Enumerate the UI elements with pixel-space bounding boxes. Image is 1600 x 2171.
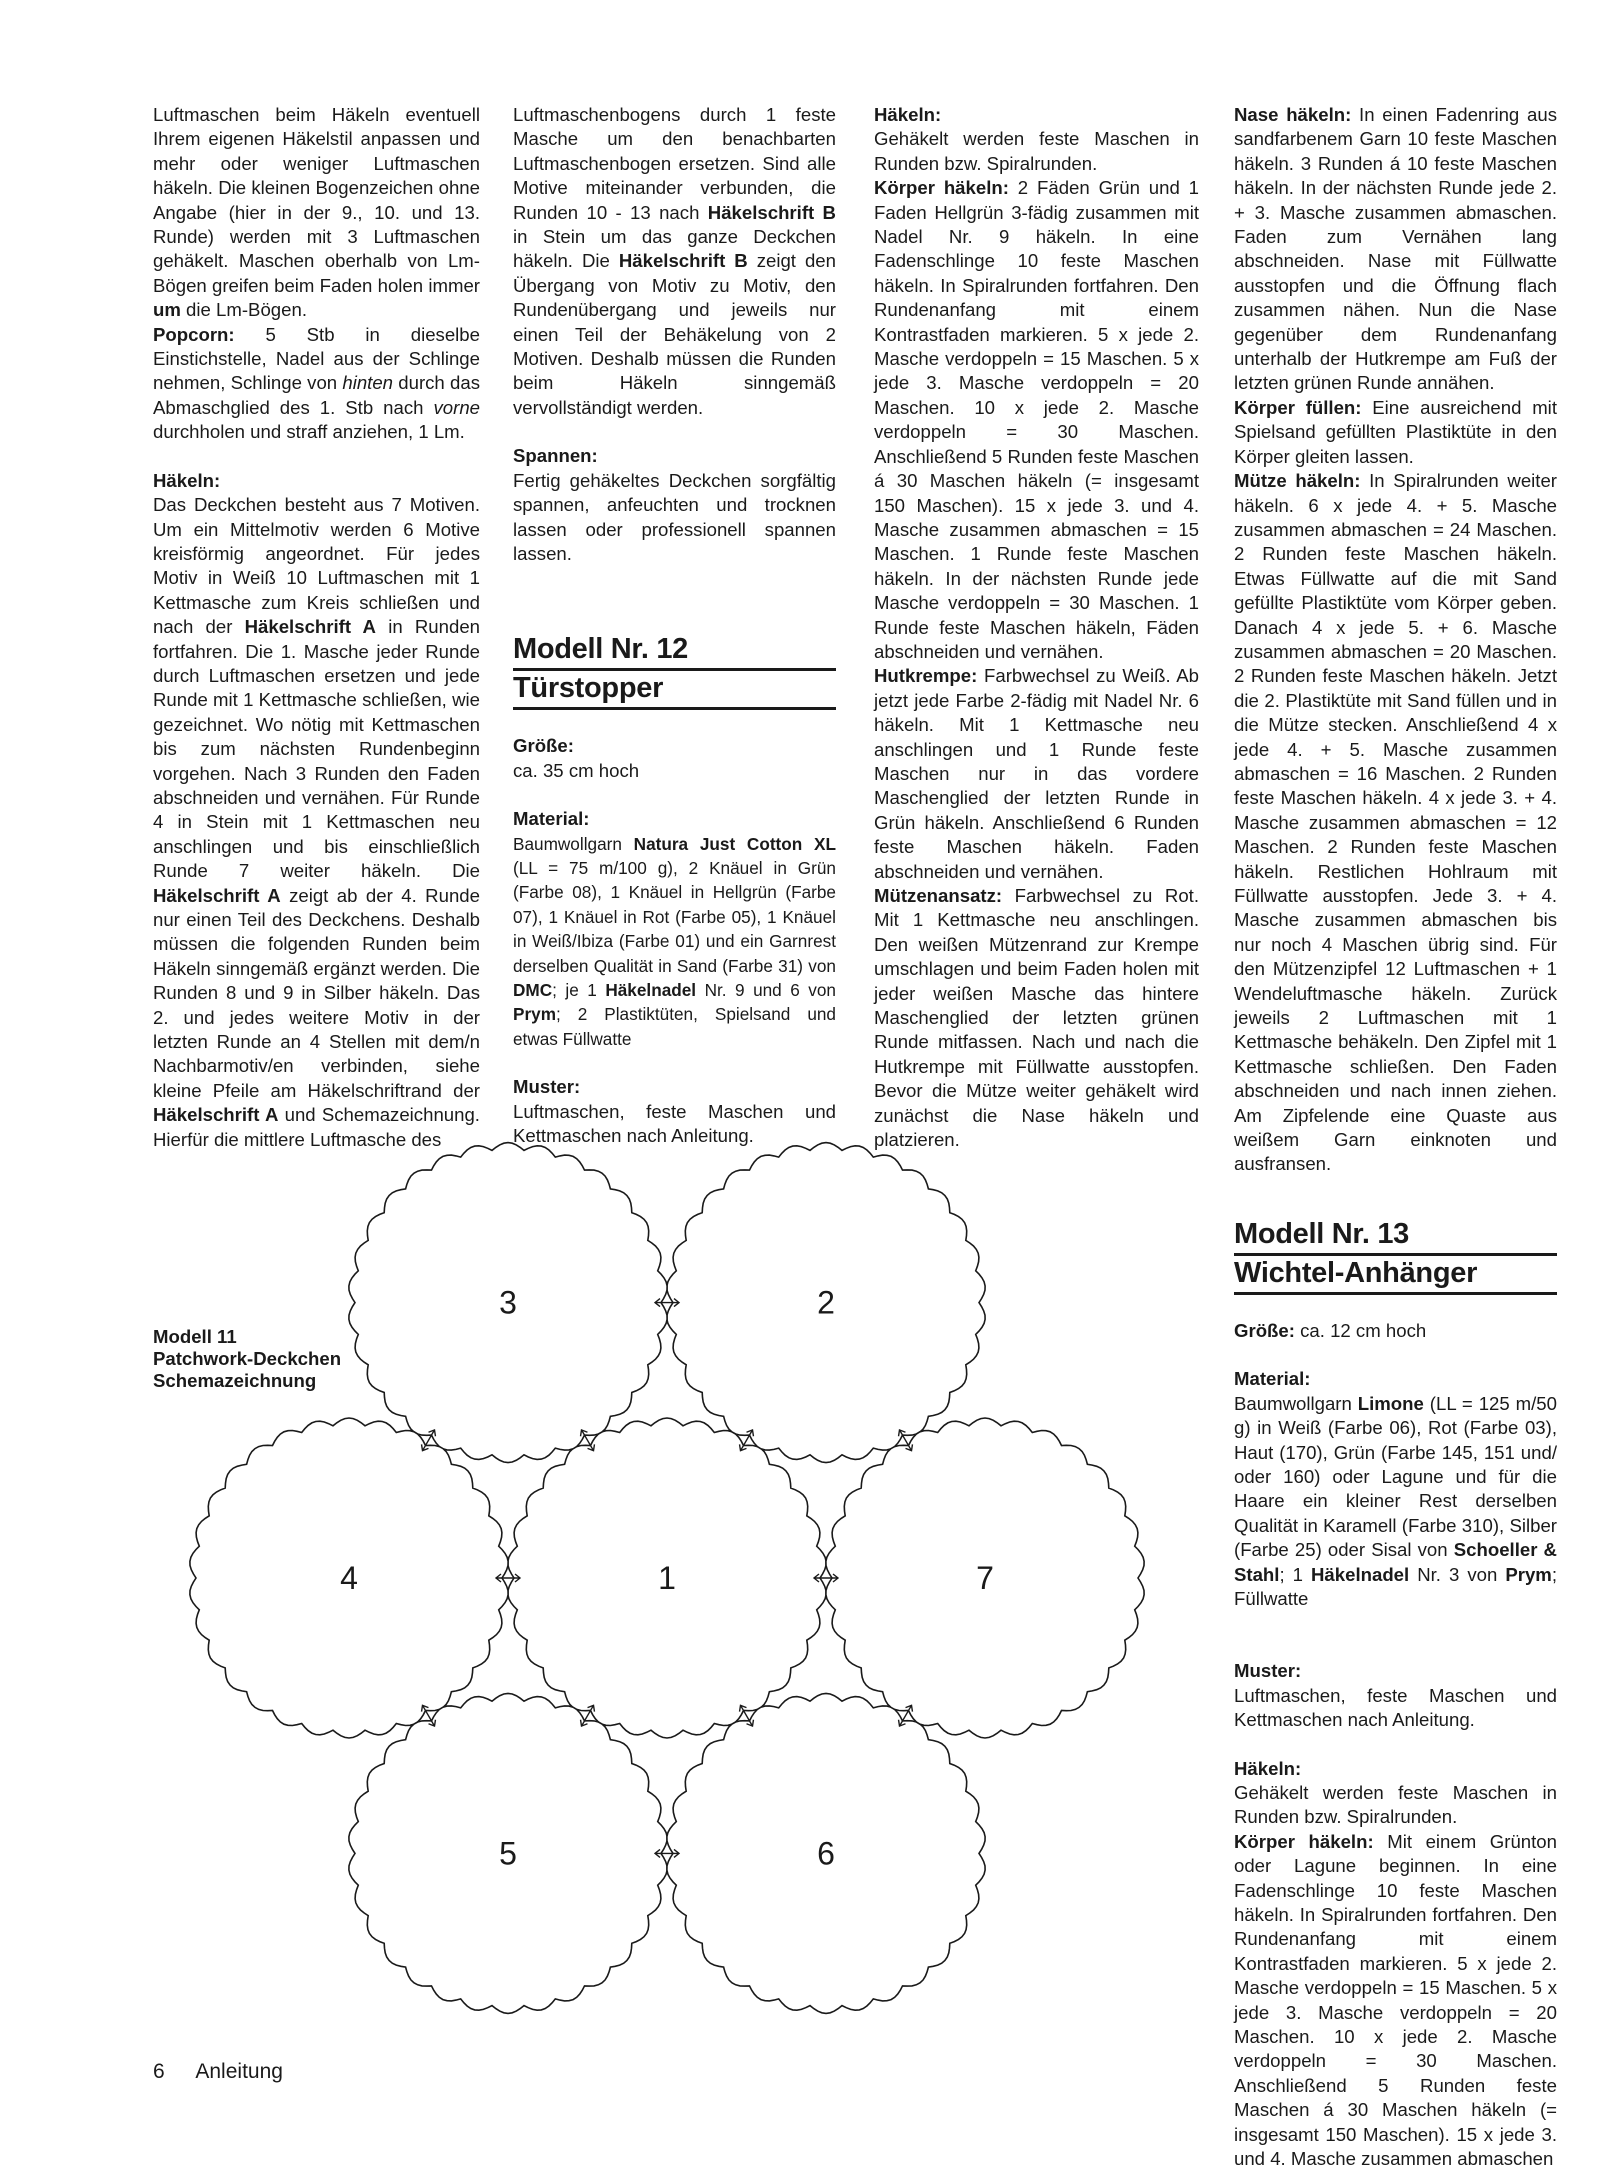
motif-number-1: 1: [658, 1560, 676, 1596]
caption-line-2: Patchwork-Deckchen: [153, 1348, 342, 1369]
muster-paragraph: Luftmaschen, feste Maschen und Kettmaschen nach Anleitung.: [513, 1100, 836, 1146]
motif-number-7: 7: [976, 1560, 994, 1596]
caption-line-1: Modell 11: [153, 1326, 237, 1347]
groesse-heading: Größe:: [513, 735, 574, 757]
haekeln-heading: Häkeln:: [1234, 1757, 1302, 1779]
haekeln-heading: Häkeln:: [874, 104, 942, 125]
material-heading: Material:: [1234, 1368, 1311, 1390]
muster-heading: Muster:: [1234, 1660, 1302, 1682]
connector-2-3: [655, 1299, 679, 1307]
koerper-paragraph: Körper häkeln: Mit einem Grünton oder Lagune beginnen. In eine Fadenschlinge 10 feste Maschen häkeln. In Spiralrunden fortfahren. Den Rundenanfang mit einem Kontrastfaden markieren. 5 x jede 2. Masche verdoppeln = 15 Maschen. 5 x jede 3. Masche verdoppeln = 20 Maschen. 10 x jede 2. Masche verdoppeln = 30 Maschen. Anschließend 5 Runden feste Maschen á 30 Maschen häkeln (= insgesamt 150 Maschen). 15 x jede 3. und 4. Masche zusammen abmaschen: [1234, 1830, 1557, 2170]
material-heading: Material:: [513, 808, 590, 830]
connector-5-6: [655, 1849, 679, 1857]
motif-number-4: 4: [340, 1560, 358, 1596]
muster-paragraph: Luftmaschen, feste Maschen und Kettmaschen nach Anleitung.: [1234, 1684, 1557, 1731]
material-paragraph: Baumwollgarn Limone (LL = 125 m/50 g) in Weiß (Farbe 06), Rot (Farbe 03), Haut (170), Grün (Farbe 145, 151 und/ oder 160) oder Lagune und für die Haare ein kleiner Rest derselben Qualität in Karamell (Farbe 310), Silber (Farbe 25) oder Sisal von Schoeller & Stahl; 1 Häkelnadel Nr. 3 von Prym; Füllwatte: [1234, 1392, 1557, 1609]
koerper-fuellen-paragraph: Körper füllen: Eine ausreichend mit Spielsand gefüllten Plastiktüte in den Körper gleiten lassen.: [1234, 396, 1557, 467]
intro-paragraph: Luftmaschen beim Häkeln eventuell Ihrem eigenen Häkelstil anpassen und mehr oder weniger Luftmaschen häkeln. Die kleinen Bogenzeichen ohne Angabe (hier in der 9., 10. und 13. Runde) werden mit 3 Luftmaschen gehäkelt. Maschen oberhalb von Lm-Bögen greifen beim Faden holen immer um die Lm-Bögen.: [153, 104, 480, 321]
connector-1-4: [496, 1574, 520, 1582]
caption-line-3: Schemazeichnung: [153, 1370, 317, 1391]
hutkrempe-paragraph: Hutkrempe: Farbwechsel zu Weiß. Ab jetzt jede Farbe 2-fädig mit Nadel Nr. 6 häkeln. Mit 1 Kettmasche neu anschlingen und 1 Runde feste Maschen nur in das vordere Maschenglied der letzten Runde in Grün häkeln. Anschließend 6 Runden feste Maschen häkeln. Faden abschneiden und vernähen.: [874, 665, 1199, 882]
title-line-1: Modell Nr. 12: [513, 632, 836, 671]
nase-paragraph: Nase häkeln: In einen Fadenring aus sandfarbenem Garn 10 feste Maschen häkeln. 3 Runden á 10 feste Maschen häkeln. In der nächsten Runde jede 2. + 3. Masche zusammen abmaschen. Faden zum Vernähen lang abschneiden. Nase mit Füllwatte ausstopfen und die Öffnung flach zusammen nähen. Nun die Nase gegenüber dem Rundenanfang unterhalb der Hutkrempe am Fuß der letzten grünen Runde annähen.: [1234, 104, 1557, 394]
title-line-2: Türstopper: [513, 672, 664, 705]
spannen-heading: Spannen:: [513, 445, 598, 467]
haekeln-heading: Häkeln:: [153, 469, 221, 491]
haekeln-paragraph: Das Deckchen besteht aus 7 Motiven. Um ein Mittelmotiv werden 6 Motive kreisförmig angeordnet. Für jedes Motiv in Weiß 10 Luftmaschen mit 1 Kettmasche zum Kreis schließen und nach der Häkelschrift A in Runden fortfahren. Die 1. Masche jeder Runde durch Luftmaschen ersetzen und jede Runde mit 1 Kettmasche schließen, wie gezeichnet. Wo nötig mit Kettmaschen bis zum nächsten Rundenbeginn vorgehen. Nach 3 Runden den Faden abschneiden und vernähen. Für Runde 4 in Stein mit 1 Kettmaschen neu anschlingen und bis einschließlich Runde 7 weiter häkeln. Die Häkelschrift A zeigt ab der 4. Runde nur einen Teil des Deckchens. Deshalb müssen die folgenden Runden beim Häkeln sinngemäß ergänzt werden. Die Runden 8 und 9 in Silber häkeln. Das 2. und jedes weitere Motiv in der letzten Runde an 4 Stellen mit dem/n Nachbarmotiv/en verbinden, siehe kleine Pfeile am Häkelschriftrand der Häkelschrift A und Schemazeichnung. Hierfür die mittlere Luftmasche des: [153, 494, 481, 1150]
spannen-paragraph: Fertig gehäkeltes Deckchen sorgfältig spannen, anfeuchten und trocknen lassen oder professionell spannen lassen.: [513, 469, 836, 564]
muster-heading: Muster:: [513, 1076, 581, 1098]
material-paragraph: Baumwollgarn Natura Just Cotton XL (LL = 75 m/100 g), 2 Knäuel in Grün (Farbe 08), 1 Knäuel in Hellgrün (Farbe 07), 1 Knäuel in Rot (Farbe 05), 1 Knäuel in Weiß/Ibiza (Farbe 01) und ein Garnrest derselben Qualität in Sand (Farbe 31) von DMC; je 1 Häkelnadel Nr. 9 und 6 von Prym; 2 Plastiktüten, Spielsand und etwas Füllwatte: [513, 833, 836, 1049]
muetze-paragraph: Mütze häkeln: In Spiralrunden weiter häkeln. 6 x jede 4. + 5. Masche zusammen abmaschen = 24 Maschen. 2 Runden feste Maschen häkeln. Etwas Füllwatte auf die mit Sand gefüllte Plastiktüte vom Körper geben. Danach 4 x jede 5. + 6. Masche zusammen abmaschen = 20 Maschen. 2 Runden feste Maschen häkeln. Jetzt die 2. Plastiktüte mit Sand füllen und in die Mütze stecken. Anschließend 4 x jede 4. + 5. Masche zusammen abmaschen = 16 Maschen. 2 Runden feste Maschen häkeln. 4 x jede 3. + 4. Masche zusammen abmaschen = 12 Maschen. 2 Runden feste Maschen häkeln. Restlichen Hohlraum mit Füllwatte ausstopfen. Jede 3. + 4. Masche zusammen abmaschen bis nur noch 4 Maschen übrig sind. Für den Mützenzipfel 12 Luftmaschen + 1 Wendeluftmasche häkeln. Zurück jeweils 2 Luftmaschen mit 1 Kettmasche behäkeln. Den Zipfel mit 1 Kettmasche schließen. Den Faden abschneiden und nach innen ziehen. Am Zipfelende eine Quaste aus weißem Garn einknoten und ausfransen.: [1234, 470, 1557, 1175]
motif-number-3: 3: [499, 1284, 517, 1321]
title-line-2: Wichtel-Anhänger: [1234, 1256, 1478, 1289]
footer-section: Anleitung: [195, 2060, 283, 2083]
connector-1-7: [814, 1574, 838, 1582]
muetzenansatz-paragraph: Mützenansatz: Farbwechsel zu Rot. Mit 1 Kettmasche neu anschlingen. Den weißen Mützenrand zur Krempe umschlagen und beim Faden holen mit jeder weißen Masche das hintere Maschenglied der letzten grünen Runde mitfassen. Nach und nach die Hutkrempe mit Füllwatte ausstopfen. Bevor die Mütze weiter gehäkelt wird zunächst die Nase häkeln und platzieren.: [874, 885, 1199, 1151]
motif-number-5: 5: [499, 1835, 517, 1872]
page-number: 6: [153, 2060, 165, 2083]
popcorn-paragraph: Popcorn: 5 Stb in dieselbe Einstichstelle, Nadel aus der Schlinge nehmen, Schlinge von hinten durch das Abmaschglied des 1. Stb nach vorne durchholen und straff anziehen, 1 Lm.: [153, 323, 480, 443]
title-line-1: Modell Nr. 13: [1234, 1217, 1557, 1256]
groesse-text: ca. 35 cm hoch: [513, 759, 640, 781]
groesse-line: Größe: ca. 12 cm hoch: [1234, 1319, 1427, 1341]
haekeln-paragraph: Gehäkelt werden feste Maschen in Runden bzw. Spiralrunden.: [874, 128, 1199, 174]
haekeln-paragraph: Gehäkelt werden feste Maschen in Runden bzw. Spiralrunden.: [1234, 1781, 1557, 1828]
page-footer: [153, 2060, 309, 2084]
motif-number-2: 2: [817, 1284, 835, 1321]
motif-number-6: 6: [817, 1835, 835, 1872]
continuation-paragraph: Luftmaschenbogens durch 1 feste Masche um den benachbarten Luftmaschenbogen ersetzen. Sind alle Motive miteinander verbunden, die Runden 10 - 13 nach Häkelschrift B in Stein um das ganze Deckchen häkeln. Die Häkelschrift B zeigt den Übergang von Motiv zu Motiv, den Rundenübergang und jeweils nur einen Teil der Behäkelung von 2 Motiven. Deshalb müssen die Runden beim Häkeln sinngemäß vervollständigt werden.: [513, 104, 836, 418]
koerper-paragraph: Körper häkeln: 2 Fäden Grün und 1 Faden Hellgrün 3-fädig zusammen mit Nadel Nr. 9 häkeln. In eine Fadenschlinge 10 feste Maschen häkeln. In Spiralrunden fortfahren. Den Rundenanfang mit einem Kontrastfaden markieren. 5 x jede 2. Masche verdoppeln = 15 Maschen. 5 x jede 3. Masche verdoppeln = 20 Maschen. 10 x jede 2. Masche verdoppeln = 30 Maschen. Anschließend 5 Runden feste Maschen á 30 Maschen häkeln (= insgesamt 150 Maschen). 15 x jede 3. und 4. Masche zusammen abmaschen = 15 Maschen. 1 Runde feste Maschen häkeln. In der nächsten Runde jede Masche verdoppeln = 30 Maschen. 1 Runde feste Maschen häkeln, Fäden abschneiden und vernähen.: [874, 177, 1200, 662]
